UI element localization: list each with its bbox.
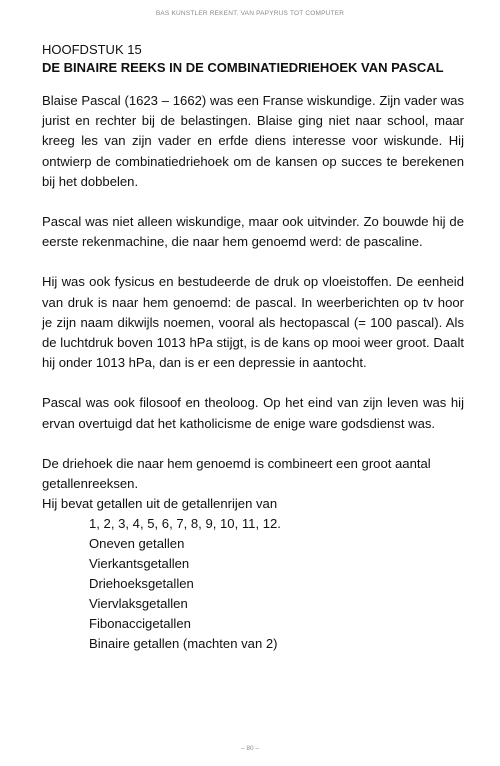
- paragraph-philosopher: Pascal was ook filosoof en theoloog. Op het eind van zijn leven was hij ervan overtuigd dat het katholicisme de enige ware godsdienst was.: [42, 395, 464, 431]
- chapter-title: DE BINAIRE REEKS IN DE COMBINATIEDRIEHOEK VAN PASCAL: [42, 60, 444, 75]
- running-header: BAS KUNSTLER REKENT. VAN PAPYRUS TOT COMPUTER: [155, 10, 345, 17]
- list-item: Fibonaccigetallen: [89, 616, 191, 632]
- chapter-label: HOOFDSTUK 15: [42, 42, 142, 57]
- page-number: – 80 –: [240, 745, 260, 752]
- page-content: [42, 42, 464, 654]
- list-item: Viervlaksgetallen: [89, 596, 188, 612]
- list-item: Driehoeksgetallen: [89, 576, 194, 592]
- paragraph-triangle: De driehoek die naar hem genoemd is combineert een groot aantal getallenreeksen.: [42, 455, 431, 492]
- paragraph-inventor: Pascal was niet alleen wiskundige, maar ook uitvinder. Zo bouwde hij de eerste rekenmachine, die naar hem genoemd werd: de pascaline.: [42, 214, 464, 250]
- list-item: Oneven getallen: [89, 536, 185, 552]
- list-item: Binaire getallen (machten van 2): [89, 636, 278, 652]
- paragraph-physicist: Hij was ook fysicus en bestudeerde de druk op vloeistoffen. De eenheid van druk is naar hem genoemd: de pascal. In weerberichten op tv hoor je zijn naam dikwijls noemen, vooral als hectopascal (= 100 pascal). Als de luchtdruk boven 1013 hPa stijgt, is de kans op mooi weer groot. Daalt hij onder 1013 hPa, dan is er een depressie in aantocht.: [42, 274, 464, 371]
- list-intro: Hij bevat getallen uit de getallenrijen van: [42, 496, 278, 512]
- list-item: 1, 2, 3, 4, 5, 6, 7, 8, 9, 10, 11, 12.: [89, 516, 281, 532]
- paragraph-biography: Blaise Pascal (1623 – 1662) was een Franse wiskundige. Zijn vader was jurist en rechter bij de belastingen. Blaise ging niet naar school, maar kreeg les van zijn vader en erfde diens interesse voor wiskunde. Hij ontwierp de combinatiedriehoek om de kansen op succes te berekenen bij het dobbelen.: [42, 93, 464, 189]
- sequence-list: [42, 514, 464, 654]
- list-item: Vierkantsgetallen: [89, 556, 190, 572]
